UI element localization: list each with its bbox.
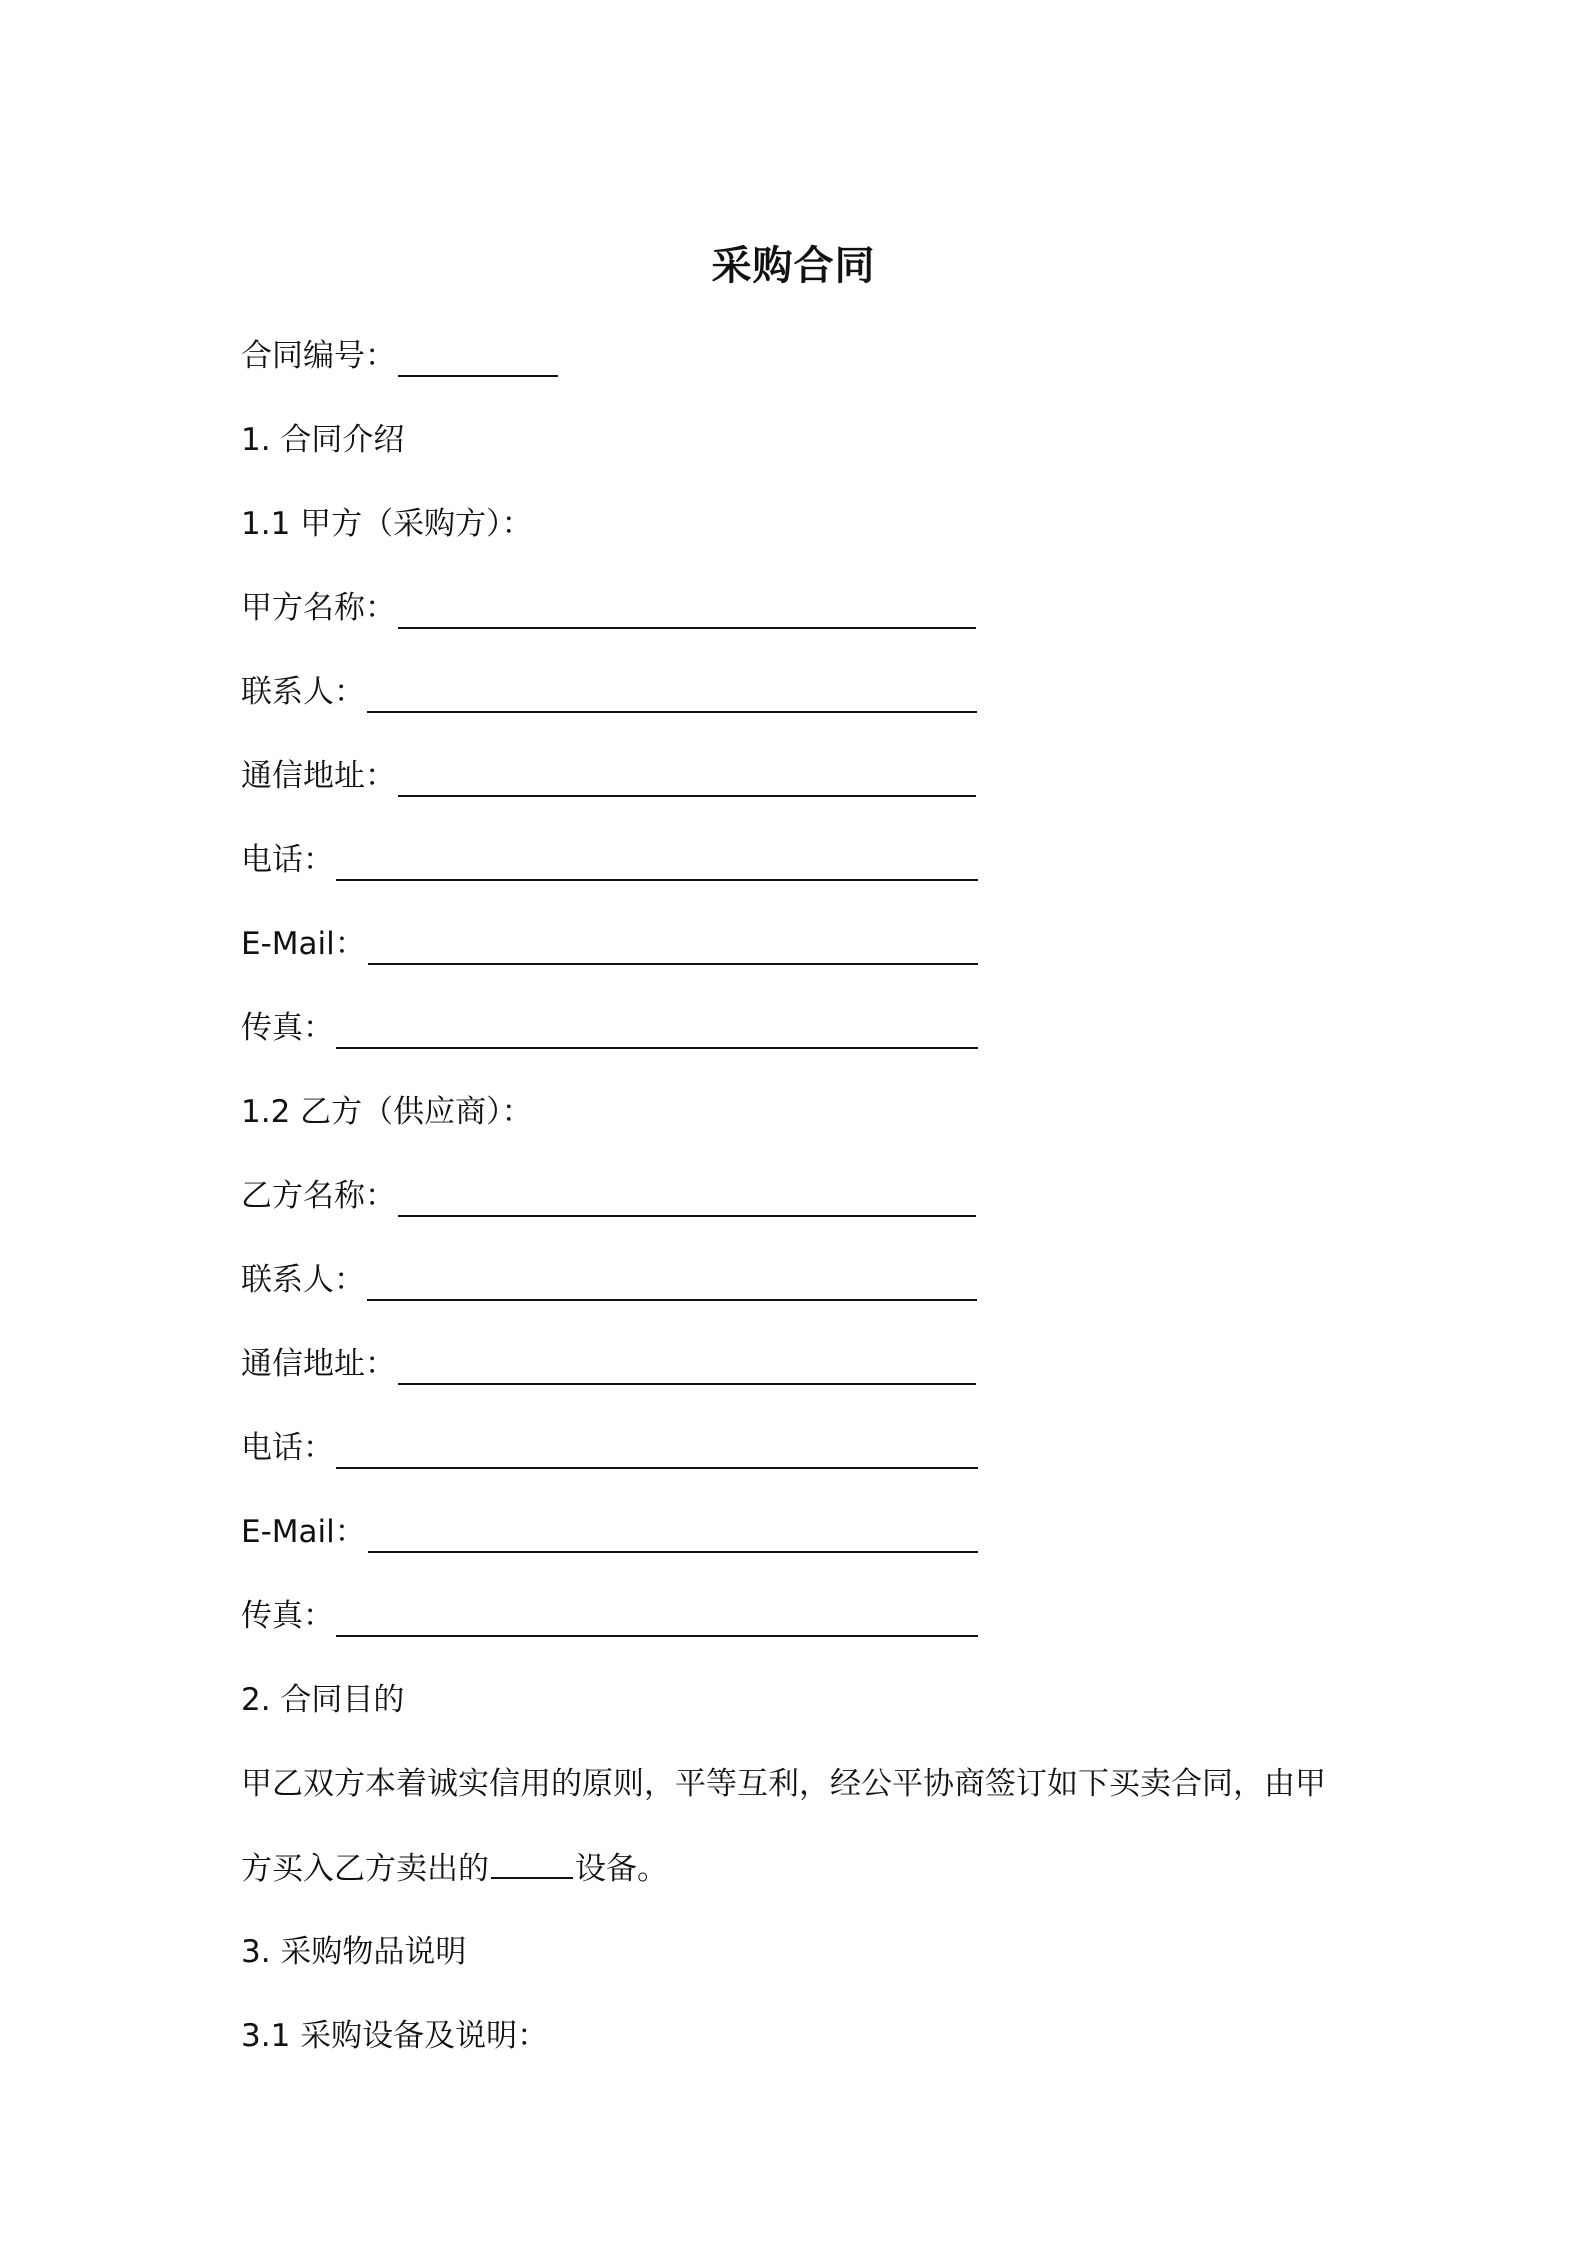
party-a-phone-label: 电话： [241, 842, 334, 878]
equipment-name-field[interactable] [491, 1847, 573, 1879]
party-a-address-row [241, 755, 976, 797]
purpose-line-2-before: 方买入乙方卖出的 [241, 1851, 489, 1887]
party-a-phone-row [241, 839, 978, 881]
section-3-heading: 3. 采购物品说明 [241, 1934, 467, 1970]
party-b-fax-row [241, 1595, 978, 1637]
party-a-address-label: 通信地址： [241, 758, 396, 794]
party-a-email-field[interactable] [368, 929, 978, 965]
party-b-email-label: E-Mail： [241, 1514, 366, 1550]
party-b-address-label: 通信地址： [241, 1346, 396, 1382]
document-title: 采购合同 [711, 243, 876, 289]
party-a-fax-field[interactable] [336, 1013, 978, 1049]
section-3-1-heading: 3.1 采购设备及说明： [241, 2018, 549, 2054]
party-b-phone-label: 电话： [241, 1430, 334, 1466]
party-a-name-row [241, 587, 976, 629]
purpose-paragraph-line-2 [241, 1847, 1361, 1890]
party-b-email-row [241, 1511, 978, 1553]
party-a-contact-row [241, 671, 977, 713]
party-a-contact-field[interactable] [367, 677, 977, 713]
party-a-contact-label: 联系人： [241, 674, 365, 710]
party-b-name-field[interactable] [398, 1181, 976, 1217]
party-b-contact-row [241, 1259, 977, 1301]
party-a-fax-row [241, 1007, 978, 1049]
party-b-fax-field[interactable] [336, 1601, 978, 1637]
party-b-address-row [241, 1343, 976, 1385]
party-a-name-label: 甲方名称： [241, 590, 396, 626]
section-1-2-heading: 1.2 乙方（供应商）： [241, 1094, 533, 1130]
contract-number-field[interactable] [398, 341, 558, 377]
party-b-name-row [241, 1175, 976, 1217]
party-a-email-label: E-Mail： [241, 926, 366, 962]
party-b-contact-label: 联系人： [241, 1262, 365, 1298]
party-b-phone-row [241, 1427, 978, 1469]
party-a-address-field[interactable] [398, 761, 976, 797]
section-1-heading: 1. 合同介绍 [241, 422, 405, 458]
party-b-phone-field[interactable] [336, 1433, 978, 1469]
party-b-email-field[interactable] [368, 1517, 978, 1553]
section-2-heading: 2. 合同目的 [241, 1682, 405, 1718]
party-a-phone-field[interactable] [336, 845, 978, 881]
party-a-name-field[interactable] [398, 593, 976, 629]
party-b-name-label: 乙方名称： [241, 1178, 396, 1214]
party-a-email-row [241, 923, 978, 965]
contract-number-row [241, 335, 558, 377]
party-b-fax-label: 传真： [241, 1598, 334, 1634]
contract-number-label: 合同编号： [241, 338, 396, 374]
purpose-line-2-after: 设备。 [575, 1851, 668, 1887]
party-a-fax-label: 传真： [241, 1010, 334, 1046]
party-b-contact-field[interactable] [367, 1265, 977, 1301]
purpose-paragraph-line-1: 甲乙双方本着诚实信用的原则，平等互利，经公平协商签订如下买卖合同，由甲 [241, 1766, 1326, 1802]
section-1-1-heading: 1.1 甲方（采购方）： [241, 506, 533, 542]
party-b-address-field[interactable] [398, 1349, 976, 1385]
